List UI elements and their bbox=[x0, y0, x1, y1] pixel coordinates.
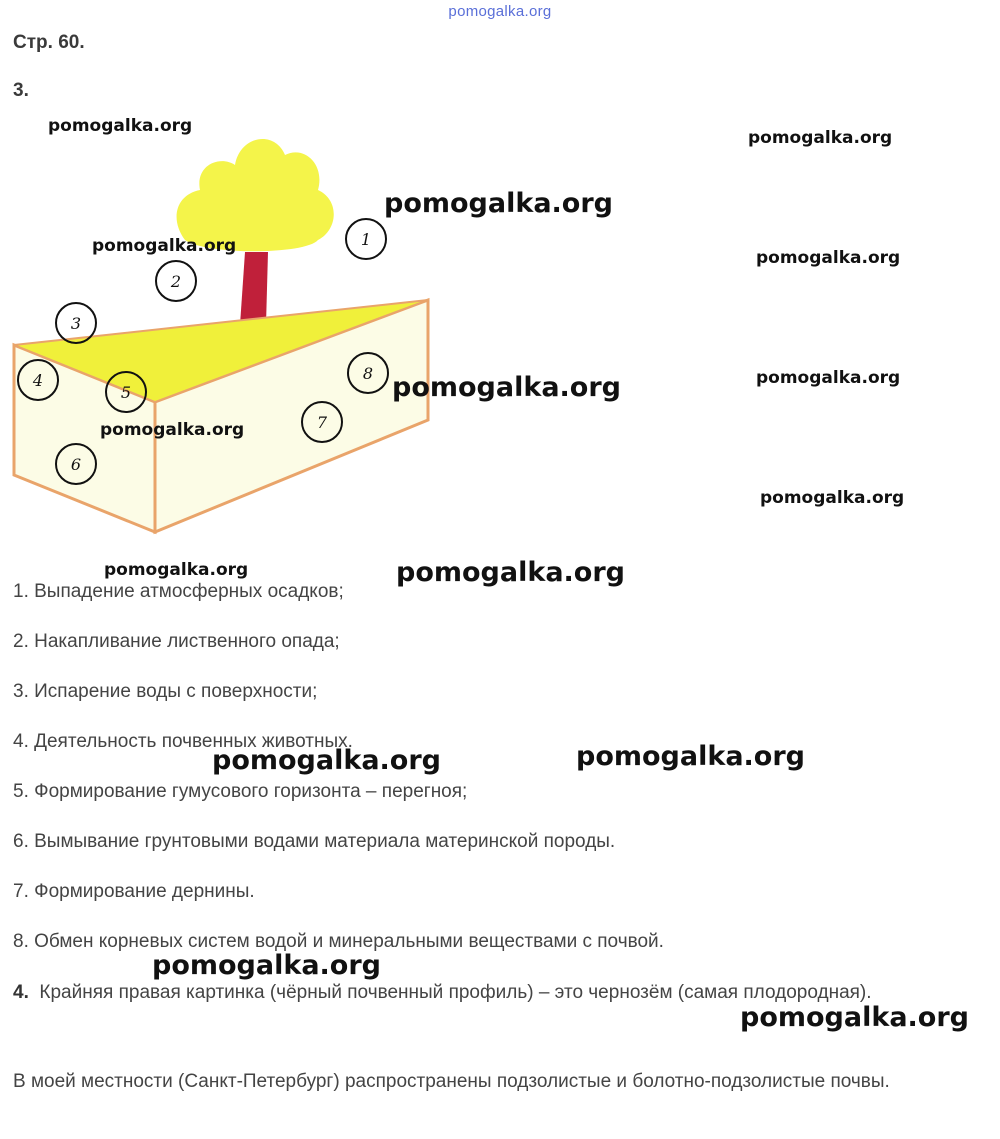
site-watermark-top: pomogalka.org bbox=[448, 3, 552, 20]
svg-text:1: 1 bbox=[360, 230, 372, 249]
list-item: 3. Испарение воды с поверхности; bbox=[13, 681, 318, 702]
watermark: pomogalka.org bbox=[104, 560, 249, 580]
list-item: 8. Обмен корневых систем водой и минеральными веществами с почвой. bbox=[13, 931, 664, 952]
task-number: 3. bbox=[13, 80, 29, 101]
watermark: pomogalka.org bbox=[212, 745, 441, 776]
watermark: pomogalka.org bbox=[748, 128, 893, 148]
watermark: pomogalka.org bbox=[384, 188, 613, 219]
list-item: 5. Формирование гумусового горизонта – перегноя; bbox=[13, 781, 468, 802]
soil-block bbox=[14, 300, 428, 532]
list-item: 6. Вымывание грунтовыми водами материала материнской породы. bbox=[13, 831, 616, 852]
task4-locality: В моей местности (Санкт-Петербург) распространены подзолистые и болотно-подзолистые почвы. bbox=[13, 1071, 890, 1092]
tree-trunk bbox=[240, 252, 268, 325]
page-label: Стр. 60. bbox=[13, 32, 85, 53]
list-item: 2. Накапливание лиственного опада; bbox=[13, 631, 340, 652]
svg-text:3: 3 bbox=[70, 314, 82, 333]
diagram-label-1 bbox=[346, 219, 386, 259]
task4-number: 4. bbox=[13, 982, 29, 1003]
svg-text:6: 6 bbox=[70, 455, 82, 474]
watermark: pomogalka.org bbox=[392, 372, 621, 403]
svg-text:4: 4 bbox=[32, 371, 44, 390]
tree-crown bbox=[177, 139, 334, 251]
watermark: pomogalka.org bbox=[48, 116, 193, 136]
watermark: pomogalka.org bbox=[756, 368, 901, 388]
watermark: pomogalka.org bbox=[740, 1002, 969, 1033]
watermark: pomogalka.org bbox=[576, 741, 805, 772]
watermark: pomogalka.org bbox=[760, 488, 905, 508]
watermark: pomogalka.org bbox=[100, 420, 245, 440]
soil-formation-diagram bbox=[0, 120, 460, 540]
svg-text:2: 2 bbox=[170, 272, 182, 291]
diagram-label-3 bbox=[56, 303, 96, 343]
watermark: pomogalka.org bbox=[152, 950, 381, 981]
list-item: 7. Формирование дернины. bbox=[13, 881, 255, 902]
watermark: pomogalka.org bbox=[756, 248, 901, 268]
svg-text:5: 5 bbox=[120, 383, 132, 402]
diagram-label-2 bbox=[156, 261, 196, 301]
svg-text:8: 8 bbox=[362, 364, 374, 383]
watermark: pomogalka.org bbox=[92, 236, 237, 256]
watermark: pomogalka.org bbox=[396, 557, 625, 588]
list-item: 4. Деятельность почвенных животных. bbox=[13, 731, 353, 752]
list-item: 1. Выпадение атмосферных осадков; bbox=[13, 581, 344, 602]
svg-text:7: 7 bbox=[316, 413, 328, 432]
task4-answer-text: Крайняя правая картинка (чёрный почвенный профиль) – это чернозём (самая плодородная). bbox=[39, 982, 872, 1003]
